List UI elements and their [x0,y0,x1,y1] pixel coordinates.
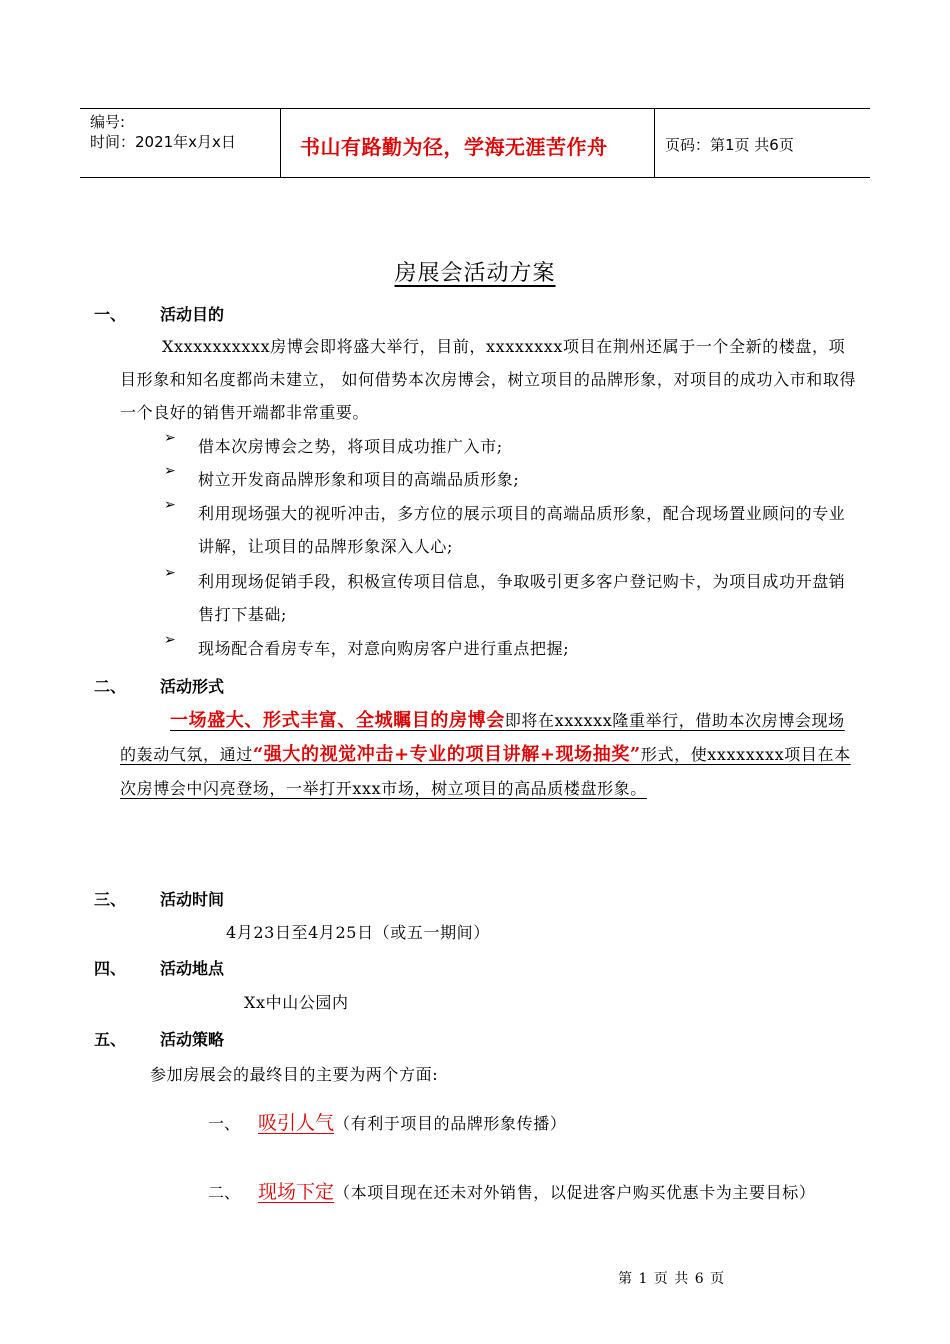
section-title: 活动形式 [160,677,225,696]
list-item [164,565,864,631]
highlight-event-description: 一场盛大、形式丰富、全城瞩目的房博会 [170,710,505,731]
list-item-text: 借本次房博会之势，将项目成功推广入市; [198,437,503,456]
document-header-table [80,108,870,178]
list-item-text: 利用现场强大的视听冲击，多方位的展示项目的高端品质形象，配合现场置业顾问的专业讲解，让项目的品牌形象深入人心; [198,504,846,556]
list-item [164,497,864,563]
section-title: 活动策略 [160,1030,225,1049]
section-number: 五、 [94,1030,127,1049]
section-2-heading [94,674,224,697]
paragraph-text: 即将在xxxxxx隆重举行，借助本次房博会现场的轰动气氛，通过 [120,711,845,764]
section-number: 四、 [94,959,127,978]
list-item [164,632,864,665]
item-number: 二、 [208,1183,241,1202]
list-item-text: 利用现场促销手段，积极宣传项目信息，争取吸引更多客户登记购卡，为项目成功开盘销售打下基础; [198,572,846,624]
section-number: 一、 [94,305,127,324]
strategy-highlight: 吸引人气 [258,1112,335,1134]
strategy-detail: （本项目现在还未对外销售，以促进客户购买优惠卡为主要目标） [334,1183,816,1202]
section-title: 活动地点 [160,959,225,978]
document-time-label: 时间：2021年x月x日 [90,133,236,151]
arrow-bullet-icon: ➢ [164,430,176,446]
list-item [208,1167,863,1218]
arrow-bullet-icon: ➢ [164,632,176,648]
list-item-text: 现场配合看房专车，对意向购房客户进行重点把握; [198,639,570,658]
arrow-bullet-icon: ➢ [164,497,176,513]
section-number: 二、 [94,677,127,696]
header-divider [654,109,655,177]
page-footer: 第 1 页 共 6 页 [618,1271,726,1287]
strategy-highlight: 现场下定 [258,1181,335,1203]
section-1-intro: Xxxxxxxxxxx房博会即将盛大举行，目前，xxxxxxxx项目在荆州还属于一个全新的楼盘，项目形象和知名度都尚未建立， 如何借势本次房博会，树立项目的品牌形象，对项目的成功入市和取得一个良好的销售开端都非常重要。 [120,337,857,422]
section-2-paragraph [120,704,860,806]
event-location: Xx中山公园内 [244,993,349,1012]
section-3-heading [94,887,224,910]
list-item-text: 树立开发商品牌形象和项目的高端品质形象; [198,470,520,489]
arrow-bullet-icon: ➢ [164,463,176,479]
strategy-intro: 参加房展会的最终目的主要为两个方面: [150,1065,439,1084]
section-5-heading [94,1027,224,1050]
highlight-event-format: “强大的视觉冲击+专业的项目讲解+现场抽奖” [252,744,641,765]
arrow-bullet-icon: ➢ [164,565,176,581]
list-item [164,463,864,496]
section-title: 活动目的 [160,305,225,324]
header-meta [90,112,236,152]
section-number: 三、 [94,890,127,909]
section-1-heading [94,302,224,325]
header-divider [280,109,281,177]
header-motto: 书山有路勤为径，学海无涯苦作舟 [300,135,608,159]
paragraph-text: 形式，使xxxxxxxx项目在本次房博会中闪亮登场，一举打开xxx市场，树立项目的高品质楼盘形象。 [120,745,851,798]
list-item [164,430,864,463]
item-number: 一、 [208,1114,241,1133]
strategy-detail: （有利于项目的品牌形象传播） [334,1114,567,1133]
section-4-heading [94,956,224,979]
document-number-label: 编号: [90,113,126,131]
section-title: 活动时间 [160,890,225,909]
list-item [208,1106,566,1141]
header-page-info: 页码：第1页 共6页 [665,136,794,154]
page-title: 房展会活动方案 [394,261,556,286]
event-time: 4月23日至4月25日（或五一期间） [226,923,490,942]
